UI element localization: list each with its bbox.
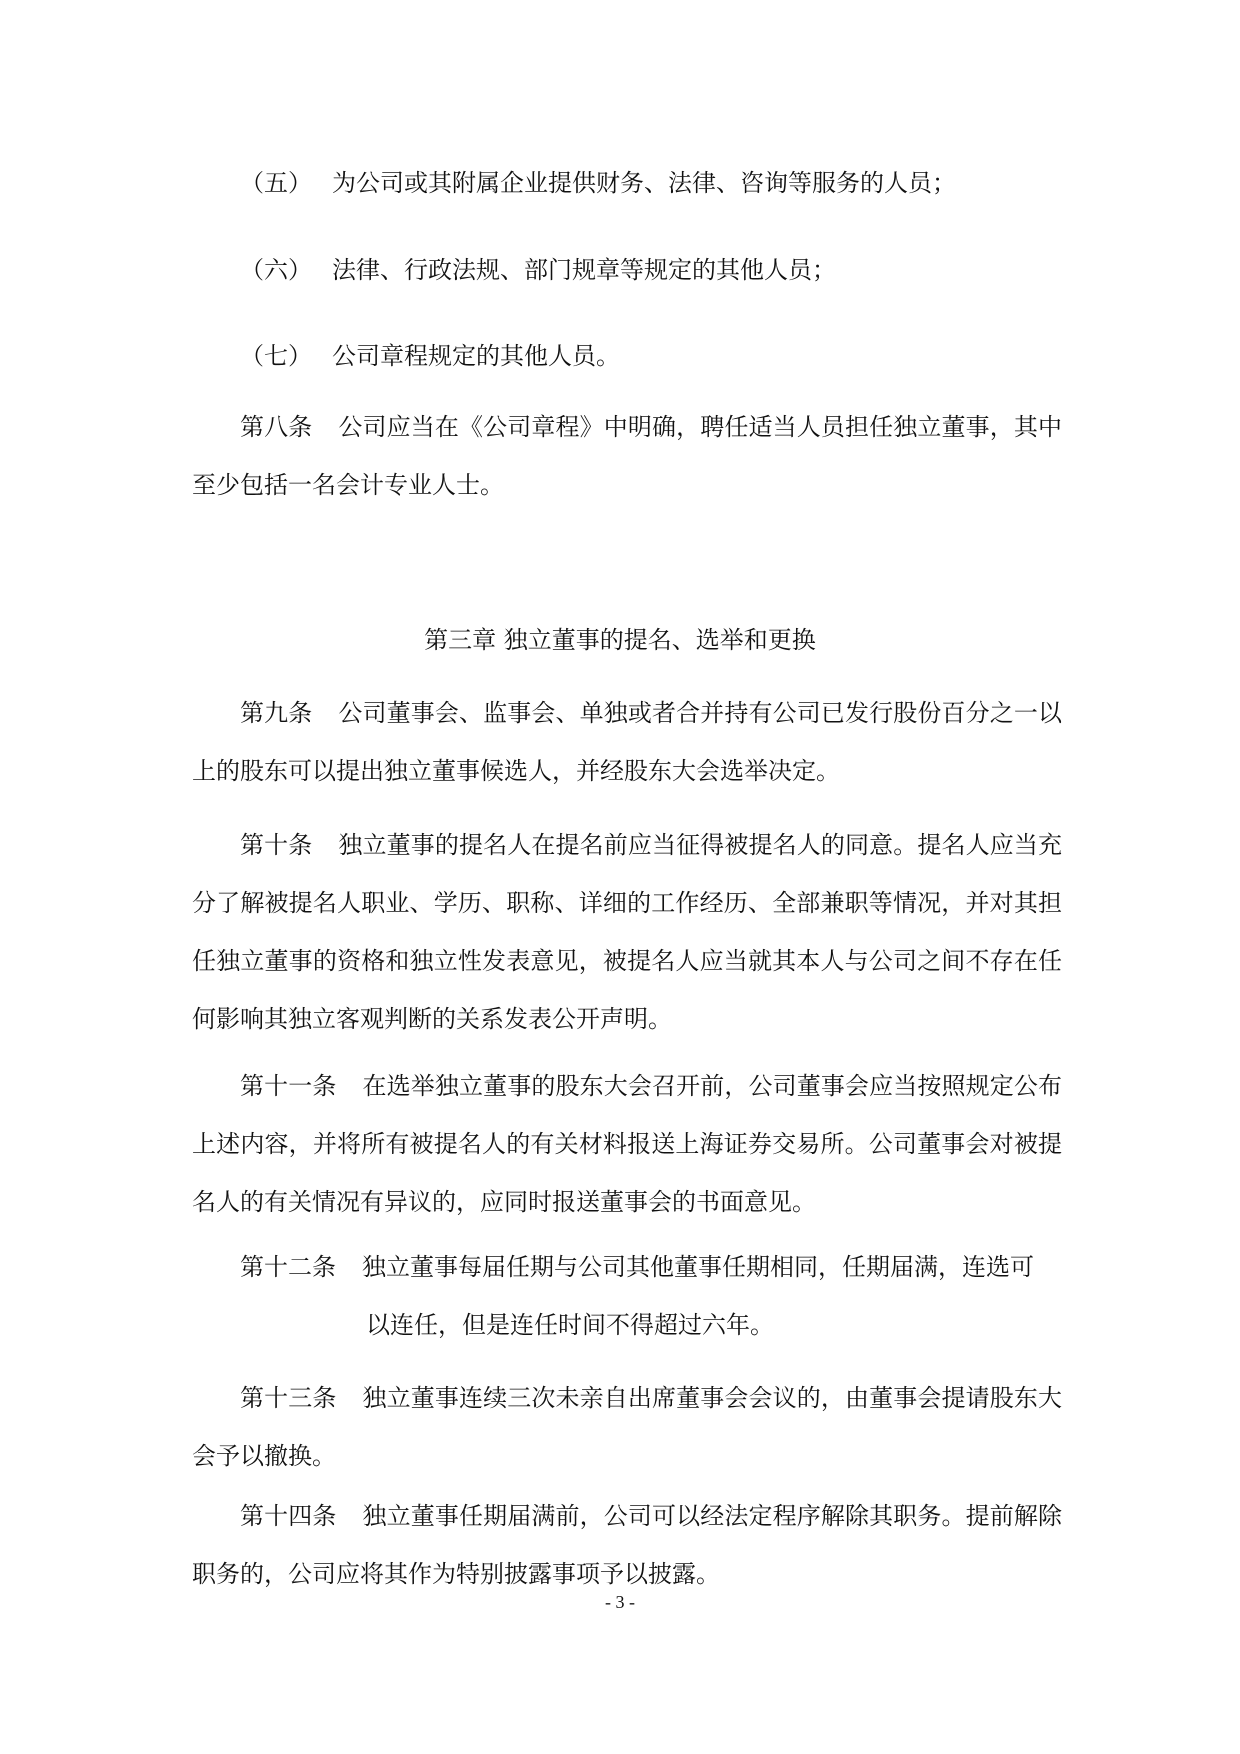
article-text-line1: 独立董事每届任期与公司其他董事任期相同，任期届满，连选可 xyxy=(362,1253,1034,1281)
list-item-text: 法律、行政法规、部门规章等规定的其他人员； xyxy=(332,256,836,284)
article-label: 第十条 xyxy=(240,831,313,859)
list-item-label: （六） xyxy=(240,256,312,284)
article-13 xyxy=(192,1369,1062,1485)
list-item-6 xyxy=(192,241,1062,299)
article-label: 第十四条 xyxy=(240,1502,337,1530)
article-8 xyxy=(192,398,1062,514)
list-item-label: （五） xyxy=(240,169,312,197)
article-text: 独立董事的提名人在提名前应当征得被提名人的同意。提名人应当充分了解被提名人职业、学历、职称、详细的工作经历、全部兼职等情况，并对其担任独立董事的资格和独立性发表意见，被提名人应当就其本人与公司之间不存在任何影响其独立客观判断的关系发表公开声明。 xyxy=(192,831,1062,1033)
article-text-line2: 以连任，但是连任时间不得超过六年。 xyxy=(366,1311,774,1339)
article-text: 公司董事会、监事会、单独或者合并持有公司已发行股份百分之一以上的股东可以提出独立董事候选人，并经股东大会选举决定。 xyxy=(192,699,1062,785)
article-10 xyxy=(192,816,1062,1048)
page-number: - 3 - xyxy=(605,1592,635,1612)
article-text: 公司应当在《公司章程》中明确，聘任适当人员担任独立董事，其中至少包括一名会计专业人士。 xyxy=(192,413,1062,499)
article-label: 第八条 xyxy=(240,413,313,441)
article-text: 独立董事任期届满前，公司可以经法定程序解除其职务。提前解除职务的，公司应将其作为特别披露事项予以披露。 xyxy=(192,1502,1062,1588)
chapter-heading: 第三章 独立董事的提名、选举和更换 xyxy=(424,626,816,654)
article-label: 第十二条 xyxy=(240,1253,336,1281)
article-label: 第十三条 xyxy=(240,1384,337,1412)
list-item-5 xyxy=(192,154,1062,212)
list-item-text: 公司章程规定的其他人员。 xyxy=(332,342,620,370)
article-text: 在选举独立董事的股东大会召开前，公司董事会应当按照规定公布上述内容，并将所有被提名人的有关材料报送上海证券交易所。公司董事会对被提名人的有关情况有异议的，应同时报送董事会的书面意见。 xyxy=(192,1072,1062,1216)
article-11 xyxy=(192,1057,1062,1231)
article-9 xyxy=(192,684,1062,800)
article-text: 独立董事连续三次未亲自出席董事会会议的，由董事会提请股东大会予以撤换。 xyxy=(192,1384,1062,1470)
list-item-label: （七） xyxy=(240,342,312,370)
article-label: 第九条 xyxy=(240,699,313,727)
article-12 xyxy=(240,1238,1062,1354)
list-item-7 xyxy=(192,327,1062,385)
article-label: 第十一条 xyxy=(240,1072,337,1100)
article-14 xyxy=(192,1487,1062,1603)
list-item-text: 为公司或其附属企业提供财务、法律、咨询等服务的人员； xyxy=(332,169,956,197)
